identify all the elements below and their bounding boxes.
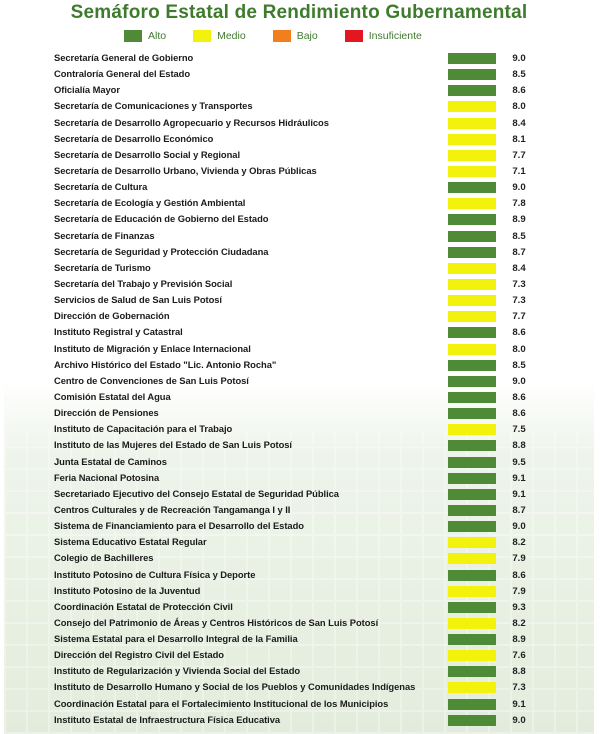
table-row	[4, 357, 594, 373]
row-label: Servicios de Salud de San Luis Potosí	[54, 294, 222, 306]
legend	[124, 28, 449, 44]
chart-frame	[4, 0, 594, 734]
row-label: Secretaría de Ecología y Gestión Ambiental	[54, 197, 246, 209]
status-bar-medio	[448, 553, 496, 564]
table-row	[4, 647, 594, 663]
row-label: Secretaría de Desarrollo Agropecuario y Recursos Hidráulicos	[54, 116, 329, 128]
status-bar-medio	[448, 344, 496, 355]
row-label: Instituto Potosino de la Juventud	[54, 584, 201, 596]
row-label: Consejo del Patrimonio de Áreas y Centros Históricos de San Luis Potosí	[54, 616, 379, 628]
legend-label: Bajo	[296, 30, 318, 42]
status-bar-alto	[448, 360, 496, 371]
legend-label: Alto	[148, 30, 167, 42]
table-row	[4, 599, 594, 615]
row-label: Instituto Registral y Catastral	[54, 326, 183, 338]
table-row	[4, 631, 594, 647]
table-row	[4, 550, 594, 566]
row-score: 7.3	[512, 278, 526, 290]
row-score: 9.3	[512, 601, 526, 613]
status-bar-medio	[448, 537, 496, 548]
row-score: 9.1	[512, 472, 526, 484]
table-row	[4, 421, 594, 437]
row-score: 8.6	[512, 85, 526, 97]
row-score: 9.0	[512, 53, 526, 64]
row-label: Instituto de Desarrollo Humano y Social de los Pueblos y Comunidades Indígenas	[54, 681, 416, 693]
status-bar-medio	[448, 650, 496, 661]
row-label: Secretaría de Desarrollo Urbano, Vivienda y Obras Públicas	[54, 164, 317, 176]
row-label: Sistema Estatal para el Desarrollo Integral de la Familia	[54, 633, 298, 645]
chart-title: Semáforo Estatal de Rendimiento Gubernamental	[70, 2, 528, 23]
row-score: 8.6	[512, 391, 526, 403]
legend-swatch	[124, 30, 142, 42]
row-score: 7.5	[512, 424, 526, 436]
row-score: 9.0	[512, 375, 526, 387]
status-bar-alto	[448, 473, 496, 484]
table-row	[4, 437, 594, 453]
table-row	[4, 679, 594, 695]
row-score: 8.5	[512, 69, 526, 81]
row-score: 8.1	[512, 133, 526, 145]
row-label: Sistema de Financiamiento para el Desarrollo del Estado	[54, 520, 304, 532]
row-label: Colegio de Bachilleres	[54, 552, 154, 564]
status-bar-medio	[448, 101, 496, 112]
status-bar-medio	[448, 263, 496, 274]
table-row	[4, 389, 594, 405]
table-row	[4, 712, 594, 728]
table-row	[4, 179, 594, 195]
status-bar-medio	[448, 150, 496, 161]
table-row	[4, 292, 594, 308]
row-label: Secretaría de Desarrollo Económico	[54, 132, 214, 144]
status-bar-medio	[448, 134, 496, 145]
row-label: Instituto Potosino de Cultura Física y Deporte	[54, 568, 256, 580]
row-label: Instituto de las Mujeres del Estado de San Luis Potosí	[54, 439, 292, 451]
status-bar-alto	[448, 85, 496, 96]
row-score: 9.0	[512, 521, 526, 533]
row-label: Secretaría de Finanzas	[54, 229, 155, 241]
row-score: 7.7	[512, 311, 526, 323]
status-bar-alto	[448, 666, 496, 677]
row-score: 7.3	[512, 682, 526, 694]
row-score: 9.5	[512, 456, 526, 468]
table-row	[4, 341, 594, 357]
table-row	[4, 324, 594, 340]
table-row	[4, 518, 594, 534]
table-row	[4, 98, 594, 114]
legend-item-insuficiente	[345, 30, 422, 42]
row-score: 8.8	[512, 666, 526, 678]
row-score: 8.2	[512, 537, 526, 549]
row-score: 7.1	[512, 165, 526, 177]
table-row	[4, 147, 594, 163]
row-score: 7.6	[512, 650, 526, 662]
status-bar-alto	[448, 69, 496, 80]
status-bar-alto	[448, 247, 496, 258]
legend-swatch	[345, 30, 363, 42]
row-label: Secretariado Ejecutivo del Consejo Estatal de Seguridad Pública	[54, 487, 339, 499]
table-row	[4, 115, 594, 131]
table-row	[4, 308, 594, 324]
status-bar-alto	[448, 570, 496, 581]
status-bar-alto	[448, 699, 496, 710]
row-label: Instituto de Migración y Enlace Internacional	[54, 342, 251, 354]
table-row	[4, 696, 594, 712]
row-label: Dirección de Gobernación	[54, 310, 170, 322]
row-score: 9.1	[512, 488, 526, 500]
row-score: 8.4	[512, 117, 526, 129]
row-score: 7.3	[512, 295, 526, 307]
status-bar-medio	[448, 279, 496, 290]
table-row	[4, 663, 594, 679]
status-bar-medio	[448, 311, 496, 322]
legend-swatch	[273, 30, 291, 42]
row-label: Oficialía Mayor	[54, 84, 120, 96]
row-score: 8.8	[512, 440, 526, 452]
row-score: 8.9	[512, 634, 526, 646]
table-row	[4, 373, 594, 389]
status-bar-alto	[448, 53, 496, 64]
row-score: 8.6	[512, 408, 526, 420]
row-label: Secretaría de Desarrollo Social y Regional	[54, 148, 241, 160]
legend-item-bajo	[273, 30, 318, 42]
status-bar-alto	[448, 489, 496, 500]
row-label: Secretaría de Cultura	[54, 181, 148, 193]
table-row	[4, 131, 594, 147]
table-row	[4, 486, 594, 502]
row-score: 8.5	[512, 230, 526, 242]
status-bar-medio	[448, 295, 496, 306]
status-bar-alto	[448, 715, 496, 726]
table-row	[4, 276, 594, 292]
row-label: Secretaría de Educación de Gobierno del Estado	[54, 213, 269, 225]
legend-swatch	[193, 30, 211, 42]
table-row	[4, 50, 594, 66]
status-bar-alto	[448, 376, 496, 387]
row-score: 8.2	[512, 617, 526, 629]
row-score: 8.7	[512, 246, 526, 258]
status-bar-alto	[448, 182, 496, 193]
legend-item-alto	[124, 30, 166, 42]
row-label: Secretaría de Comunicaciones y Transportes	[54, 100, 253, 112]
table-row	[4, 195, 594, 211]
row-label: Feria Nacional Potosina	[54, 471, 160, 483]
row-label: Coordinación Estatal para el Fortalecimiento Institucional de los Municipios	[54, 697, 389, 709]
table-row	[4, 534, 594, 550]
row-label: Secretaría del Trabajo y Previsión Social	[54, 277, 233, 289]
status-bar-medio	[448, 682, 496, 693]
status-bar-alto	[448, 408, 496, 419]
row-label: Junta Estatal de Caminos	[54, 455, 167, 467]
status-bar-medio	[448, 618, 496, 629]
status-bar-alto	[448, 214, 496, 225]
status-bar-medio	[448, 586, 496, 597]
row-label: Instituto de Capacitación para el Trabajo	[54, 423, 233, 435]
legend-label: Insuficiente	[368, 30, 422, 42]
row-score: 8.0	[512, 343, 526, 355]
status-bar-medio	[448, 424, 496, 435]
row-score: 8.6	[512, 569, 526, 581]
row-label: Secretaría General de Gobierno	[54, 52, 194, 63]
row-label: Centros Culturales y de Recreación Tangamanga I y II	[54, 503, 291, 515]
row-score: 8.7	[512, 504, 526, 516]
status-bar-alto	[448, 505, 496, 516]
table-row	[4, 502, 594, 518]
table-row	[4, 405, 594, 421]
table-row	[4, 163, 594, 179]
row-label: Dirección del Registro Civil del Estado	[54, 649, 224, 661]
table-row	[4, 260, 594, 276]
table-row	[4, 567, 594, 583]
row-score: 7.9	[512, 585, 526, 597]
legend-label: Medio	[217, 30, 246, 42]
row-label: Sistema Educativo Estatal Regular	[54, 536, 207, 548]
row-score: 9.0	[512, 182, 526, 194]
status-bar-alto	[448, 392, 496, 403]
table-row	[4, 583, 594, 599]
row-label: Archivo Histórico del Estado "Lic. Antonio Rocha"	[54, 358, 277, 370]
row-label: Instituto de Regularización y Vivienda Social del Estado	[54, 665, 301, 677]
row-label: Centro de Convenciones de San Luis Potosí	[54, 374, 249, 386]
table-row	[4, 470, 594, 486]
row-score: 8.5	[512, 359, 526, 371]
row-score: 8.9	[512, 214, 526, 226]
row-score: 7.7	[512, 149, 526, 161]
row-label: Coordinación Estatal de Protección Civil	[54, 600, 233, 612]
table-row	[4, 454, 594, 470]
table-row	[4, 82, 594, 98]
legend-item-medio	[193, 30, 246, 42]
row-score: 8.4	[512, 262, 526, 274]
status-bar-alto	[448, 521, 496, 532]
row-score: 9.1	[512, 698, 526, 710]
table-row	[4, 211, 594, 227]
row-score: 7.9	[512, 553, 526, 565]
status-bar-medio	[448, 198, 496, 209]
status-bar-alto	[448, 634, 496, 645]
status-bar-medio	[448, 118, 496, 129]
table-row	[4, 228, 594, 244]
status-bar-alto	[448, 440, 496, 451]
scorecard-table	[4, 50, 594, 728]
row-label: Contraloría General del Estado	[54, 68, 191, 80]
table-row	[4, 615, 594, 631]
status-bar-alto	[448, 602, 496, 613]
table-row	[4, 244, 594, 260]
row-label: Dirección de Pensiones	[54, 407, 159, 419]
status-bar-medio	[448, 166, 496, 177]
row-label: Secretaría de Seguridad y Protección Ciudadana	[54, 245, 269, 257]
row-label: Secretaría de Turismo	[54, 261, 151, 273]
status-bar-alto	[448, 457, 496, 468]
row-score: 7.8	[512, 198, 526, 210]
row-label: Instituto Estatal de Infraestructura Física Educativa	[54, 713, 281, 725]
status-bar-alto	[448, 231, 496, 242]
row-score: 9.0	[512, 714, 526, 726]
row-score: 8.0	[512, 101, 526, 113]
table-row	[4, 66, 594, 82]
row-score: 8.6	[512, 327, 526, 339]
status-bar-alto	[448, 327, 496, 338]
row-label: Comisión Estatal del Agua	[54, 390, 171, 402]
